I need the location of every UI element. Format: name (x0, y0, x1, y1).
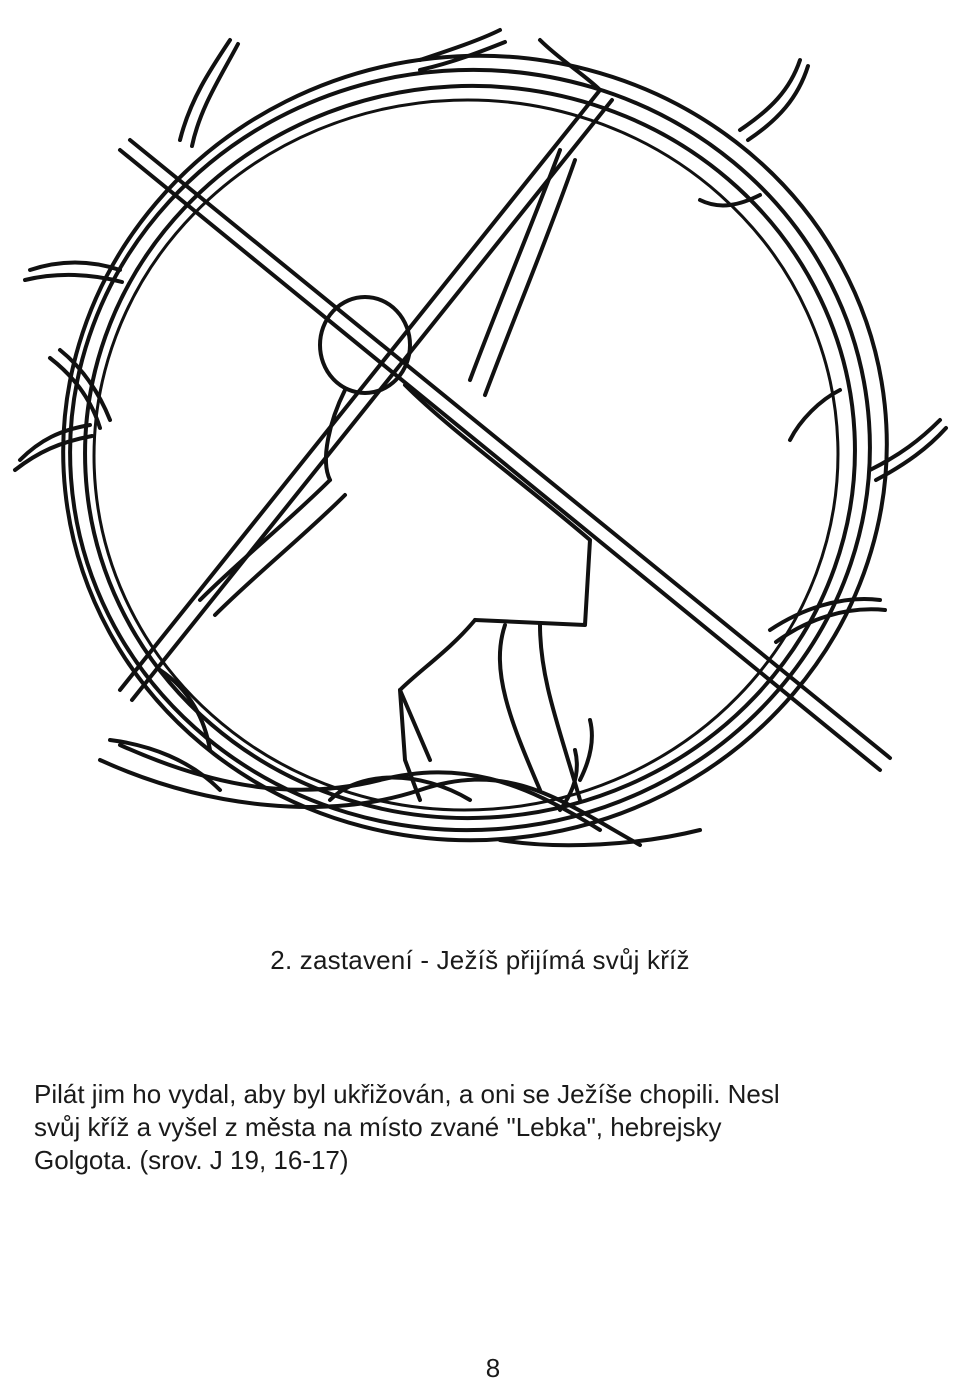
passage-line: Pilát jim ho vydal, aby byl ukřižován, a oni se Ježíše chopili. Nesl (34, 1079, 780, 1109)
cross (120, 90, 890, 770)
station-title-text: 2. zastavení - Ježíš přijímá svůj kříž (270, 945, 690, 975)
scripture-passage (34, 1078, 914, 1177)
passage-line: Golgota. (srov. J 19, 16-17) (34, 1145, 349, 1175)
page-number: 8 (485, 1353, 501, 1383)
figure (200, 150, 590, 800)
thorn-crown (15, 15, 946, 880)
passage-line: svůj kříž a vyšel z města na místo zvané "Lebka", hebrejsky (34, 1112, 722, 1142)
station-title (0, 945, 960, 976)
